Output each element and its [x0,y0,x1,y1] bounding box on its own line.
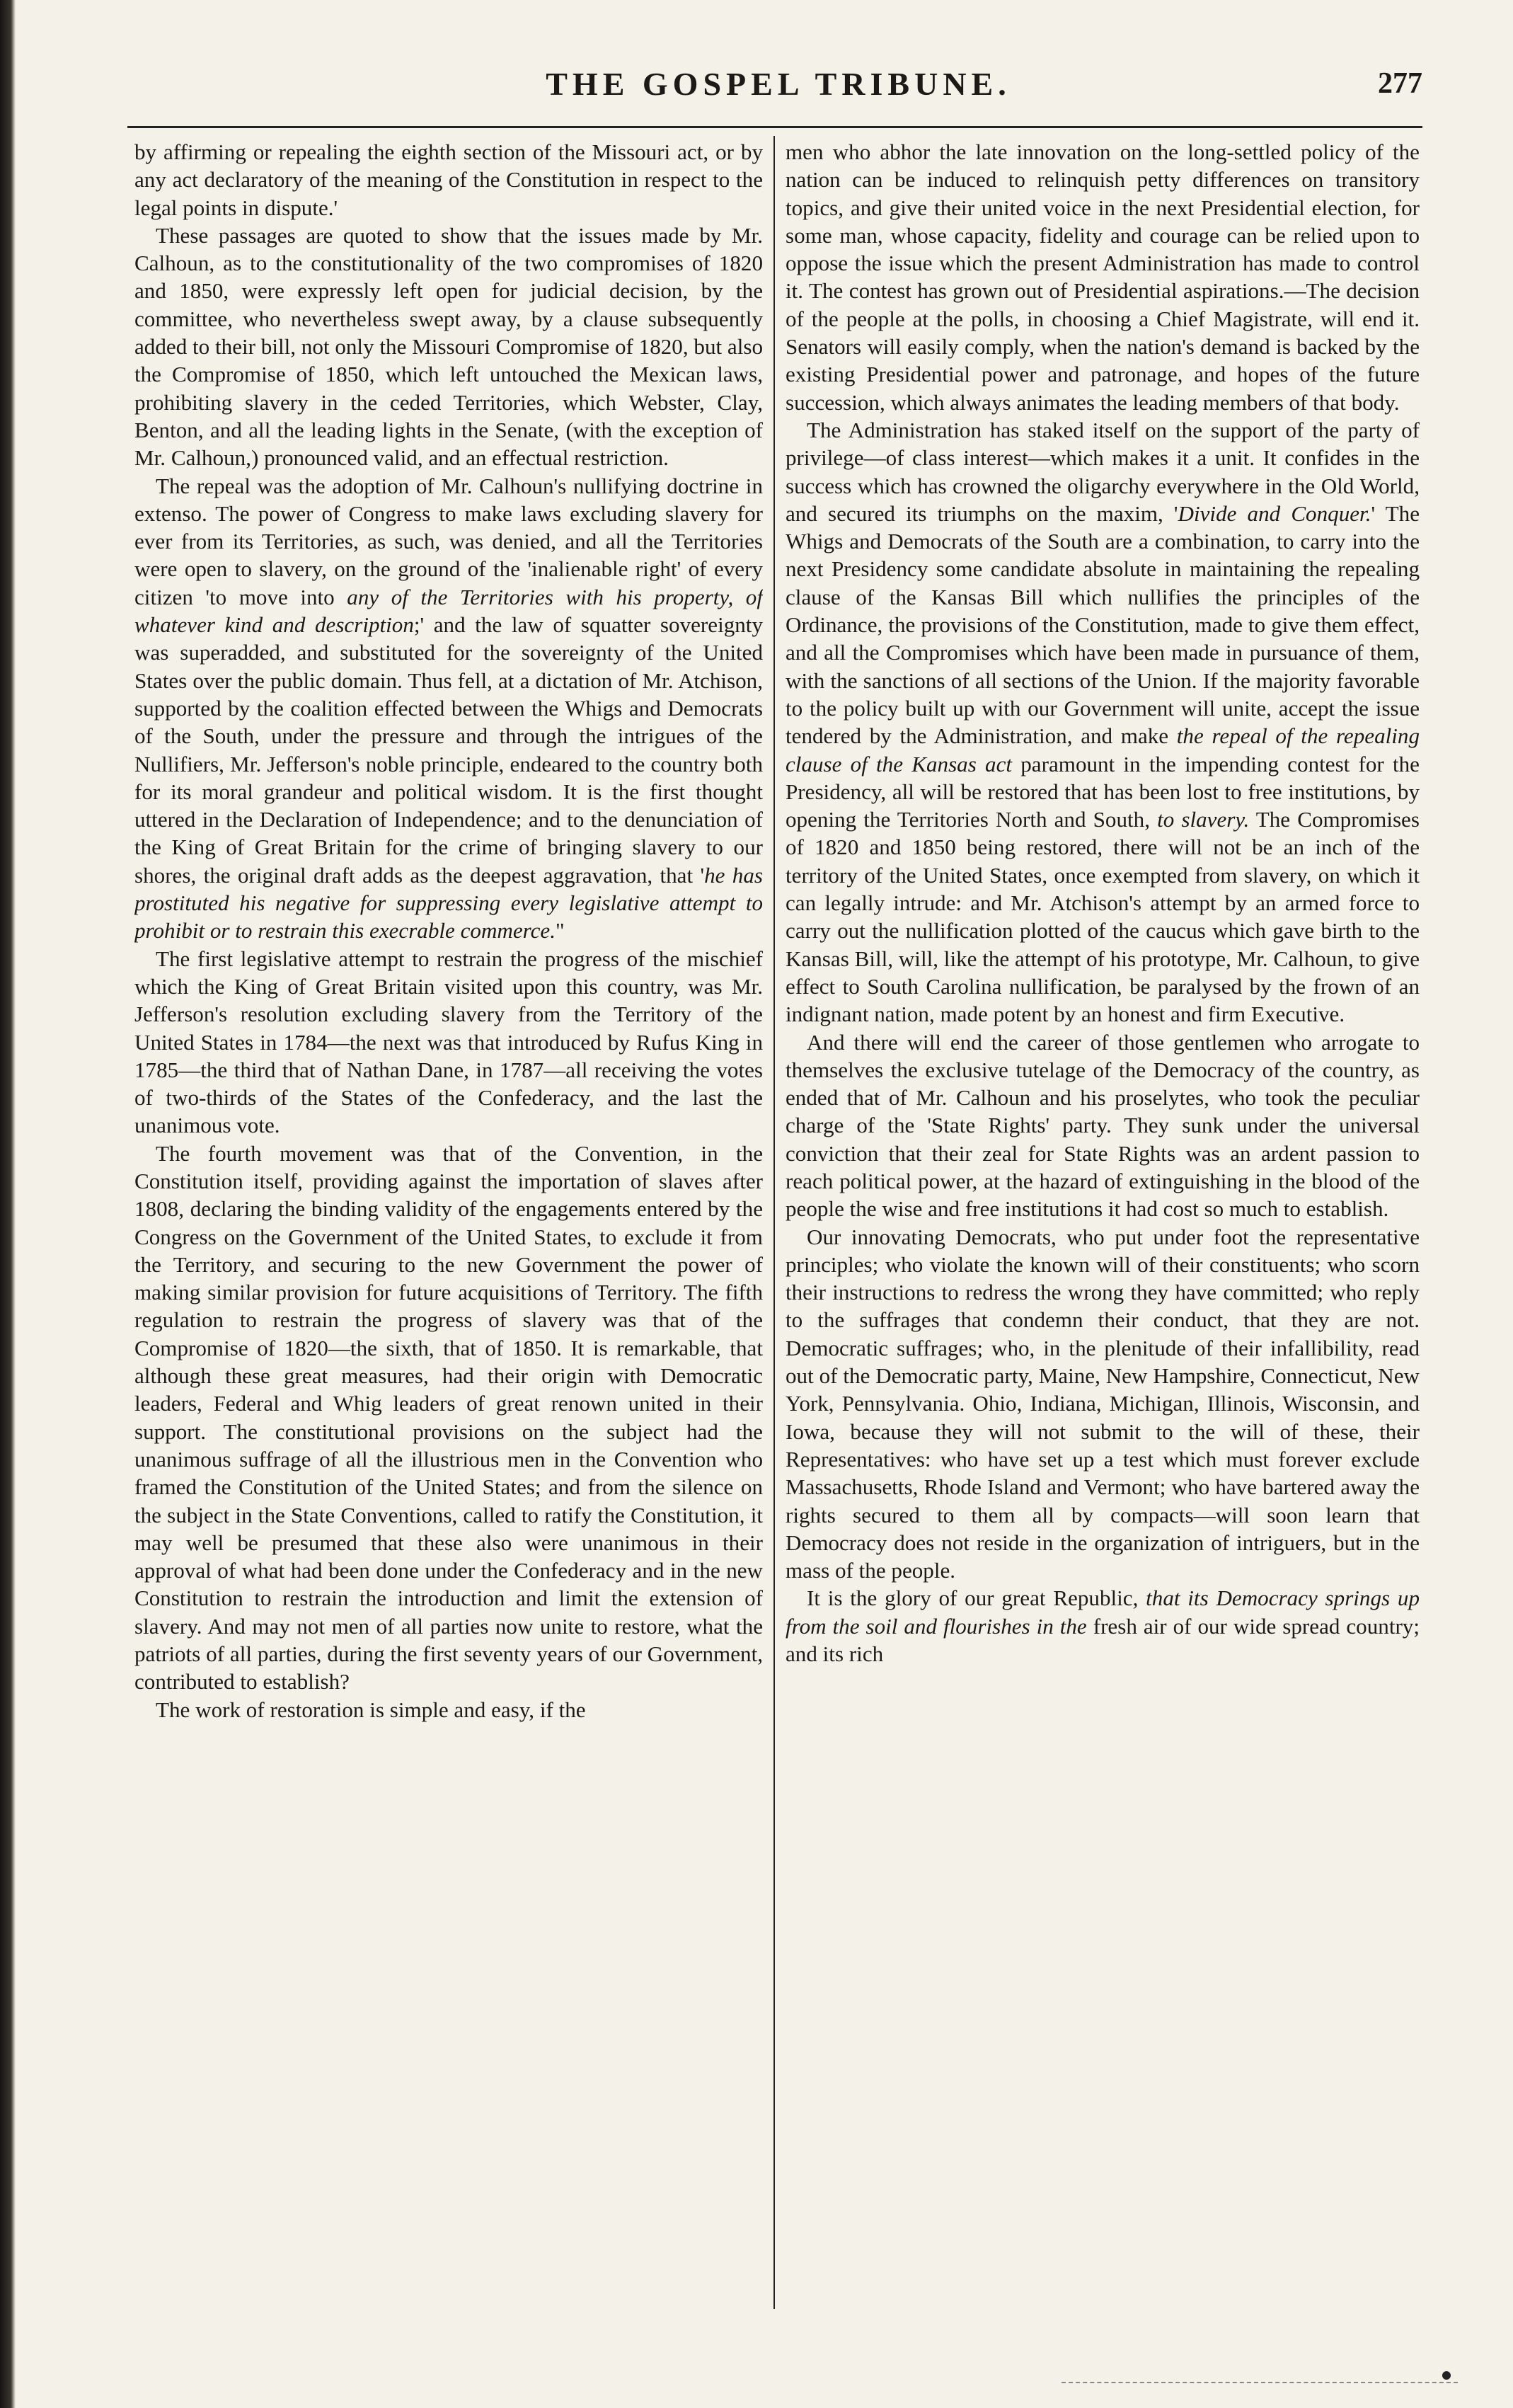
paragraph [134,472,763,945]
left-column [134,138,763,2318]
italic-run: that its Democracy springs up from the soil and flourishes in the [786,1586,1420,1639]
text-run: paramount in the impending contest for the Presidency, all will be restored that has been lost to free institutions, by opening the Territories North and South, [786,751,1420,832]
italic-run: to slavery. [1157,807,1250,832]
italic-run: Divide and Conquer. [1178,500,1371,526]
bottom-margin-mark [1062,2382,1458,2383]
text-run: fresh air of our wide spread country; and its rich [786,1613,1420,1667]
paragraph: And there will end the career of those gentlemen who arrogate to themselves the exclusive tutelage of the Democracy of the country, as ended that of Mr. Calhoun and his proselytes, who took the peculiar charge of the 'State Rights' party. They sunk under the universal conviction that their zeal for State Rights was an ardent passion to reach political power, at the hazard of extinguishing in the blood of the people the wise and free institutions it had cost so much to establish. [786,1029,1420,1222]
page-binding-edge [0,0,16,2408]
page-number: 277 [1378,67,1422,100]
right-column [786,138,1420,2318]
text-run: The repeal was the adoption of Mr. Calhoun's nullifying doctrine in extenso. The power of Congress to make laws excluding slavery for ever from its Territories, as such, was denied, and all the Territories were open to slavery, on the ground of the 'inalienable right' of every citizen 'to move into [134,473,763,609]
paragraph [786,416,1420,1028]
header-rule [127,126,1422,128]
paragraph: by affirming or repealing the eighth section of the Missouri act, or by any act declaratory of the meaning of the Constitution in respect to the legal points in dispute.' [134,139,763,220]
column-divider [773,136,775,2309]
paragraph: Our innovating Democrats, who put under foot the representative principles; who violate the known will of their constituents; who scorn their instructions to redress the wrong they have committed; who reply to the suffrages that condemn their conduct, that they are not. Democratic suffrages; who, in the plenitude of their infallibility, read out of the Democratic party, Maine, New Hampshire, Connecticut, New York, Pennsylvania. Ohio, Indiana, Michigan, Illinois, Wisconsin, and Iowa, because they will not submit to the will of these, their Representatives: who have set up a test which must forever exclude Massachusetts, Rhode Island and Vermont; who have bartered away the rights secured to them all by compacts—will soon learn that Democracy does not reside in the organization of intriguers, but in the mass of the people. [786,1224,1420,1583]
bottom-dot-mark [1442,2371,1451,2380]
paragraph: The first legislative attempt to restrain the progress of the mischief which the King of Great Britain visited upon this country, was Mr. Jefferson's resolution excluding slavery from the Territory of the United States in 1784—the next was that introduced by Rufus King in 1785—the third that of Nathan Dane, in 1787—all receiving the votes of two-thirds of the States of the Confederacy, and the last the unanimous vote. [134,946,763,1138]
page-header [134,65,1422,115]
paragraph: men who abhor the late innovation on the long-settled policy of the nation can be induced to relinquish petty differences on transitory topics, and give their united voice in the next Presidential election, for some man, whose capacity, fidelity and courage can be relied upon to oppose the issue which the present Administration has made to control it. The contest has grown out of Presidential aspirations.—The decision of the people at the polls, in choosing a Chief Magistrate, will end it. Senators will easily comply, when the nation's demand is backed by the existing Presidential power and patronage, and hopes of the future succession, which always animates the leading members of that body. [786,139,1420,415]
text-run: The Administration has staked itself on the support of the party of privilege—of class interest—which makes it a unit. It confides in the success which has crowned the oligarchy everywhere in the Old World, and secured its triumphs on the maxim, ' [786,417,1420,526]
text-run: It is the glory of our great Republic, [807,1586,1139,1611]
paragraph: The work of restoration is simple and easy, if the [156,1697,586,1722]
paragraph [786,1584,1420,1668]
text-run: ' The Whigs and Democrats of the South are a combination, to carry into the next Presidency some candidate absolute in maintaining the repealing clause of the Kansas Bill which nullifies the principles of the Ordinance, the provisions of the Constitution, made to give them effect, and all the Compromises which have been made in pursuance of them, with the sanctions of all sections of the Union. If the majority favorable to the policy built up with our Government will unite, accept the issue tendered by the Administration, and make [786,500,1420,749]
text-run: " [556,918,565,944]
paragraph: These passages are quoted to show that the issues made by Mr. Calhoun, as to the constitutionality of the two compromises of 1820 and 1850, were expressly left open for judicial decision, by the committee, who nevertheless swept away, by a clause subsequently added to their bill, not only the Missouri Compromise of 1820, but also the Compromise of 1850, which left untouched the Mexican laws, prohibiting slavery in the ceded Territories, which Webster, Clay, Benton, and all the leading lights in the Senate, (with the exception of Mr. Calhoun,) pronounced valid, and an effectual restriction. [134,222,763,471]
paragraph: The fourth movement was that of the Convention, in the Constitution itself, providing against the importation of slaves after 1808, declaring the binding validity of the engagements entered by the Congress on the Government of the United States, to exclude it from the Territory, and securing to the new Government the power of making similar provision for future acquisitions of Territory. The fifth regulation to restrain the progress of slavery was that of the Compromise of 1820—the sixth, that of 1850. It is remarkable, that although these great measures, had their origin with Democratic leaders, Federal and Whig leaders of great renown united in their support. The constitutional provisions on the subject had the unanimous suffrage of all the illustrious men in the Convention who framed the Constitution of the United States; and from the silence on the subject in the State Conventions, called to ratify the Constitution, it may well be presumed that these also were unanimous in their approval of what had been done under the Confederacy and in the new Constitution to restrain the introduction and limit the extension of slavery. And may not men of all parties now unite to restore, what the patriots of all parties, during the first seventy years of our Government, contributed to establish? [134,1140,763,1695]
page-title: THE GOSPEL TRIBUNE. [546,66,1011,102]
italic-run: any of the Territories with his property, of whatever kind and description [134,584,763,638]
italic-run: the repeal of the repealing clause of the Kansas act [786,723,1420,776]
text-run: ;' and the law of squatter sovereignty was superadded, and substituted for the sovereignty of the United States over the public domain. Thus fell, at a dictation of Mr. Atchison, supported by the coalition effected between the Whigs and Democrats of the South, under the pressure and through the intrigues of the Nullifiers, Mr. Jefferson's noble principle, endeared to the country both for its moral grandeur and political wisdom. It is the first thought uttered in the Declaration of Independence; and to the denunciation of the King of Great Britain for the crime of bringing slavery to our shores, the original draft adds as the deepest aggravation, that ' [134,612,763,888]
text-run: The Compromises of 1820 and 1850 being restored, there will not be an inch of the territory of the United States, once exempted from slavery, on which it can legally intrude: and Mr. Atchison's attempt by an armed force to carry out the nullification plotted of the caucus which gave birth to the Kansas Bill, will, like the attempt of his prototype, Mr. Calhoun, to give effect to South Carolina nullification, be paralysed by the frown of an indignant nation, made potent by an honest and firm Executive. [786,807,1420,1027]
italic-run: he has prostituted his negative for suppressing every legislative attempt to prohibit or to restrain this execrable commerce. [134,862,763,944]
